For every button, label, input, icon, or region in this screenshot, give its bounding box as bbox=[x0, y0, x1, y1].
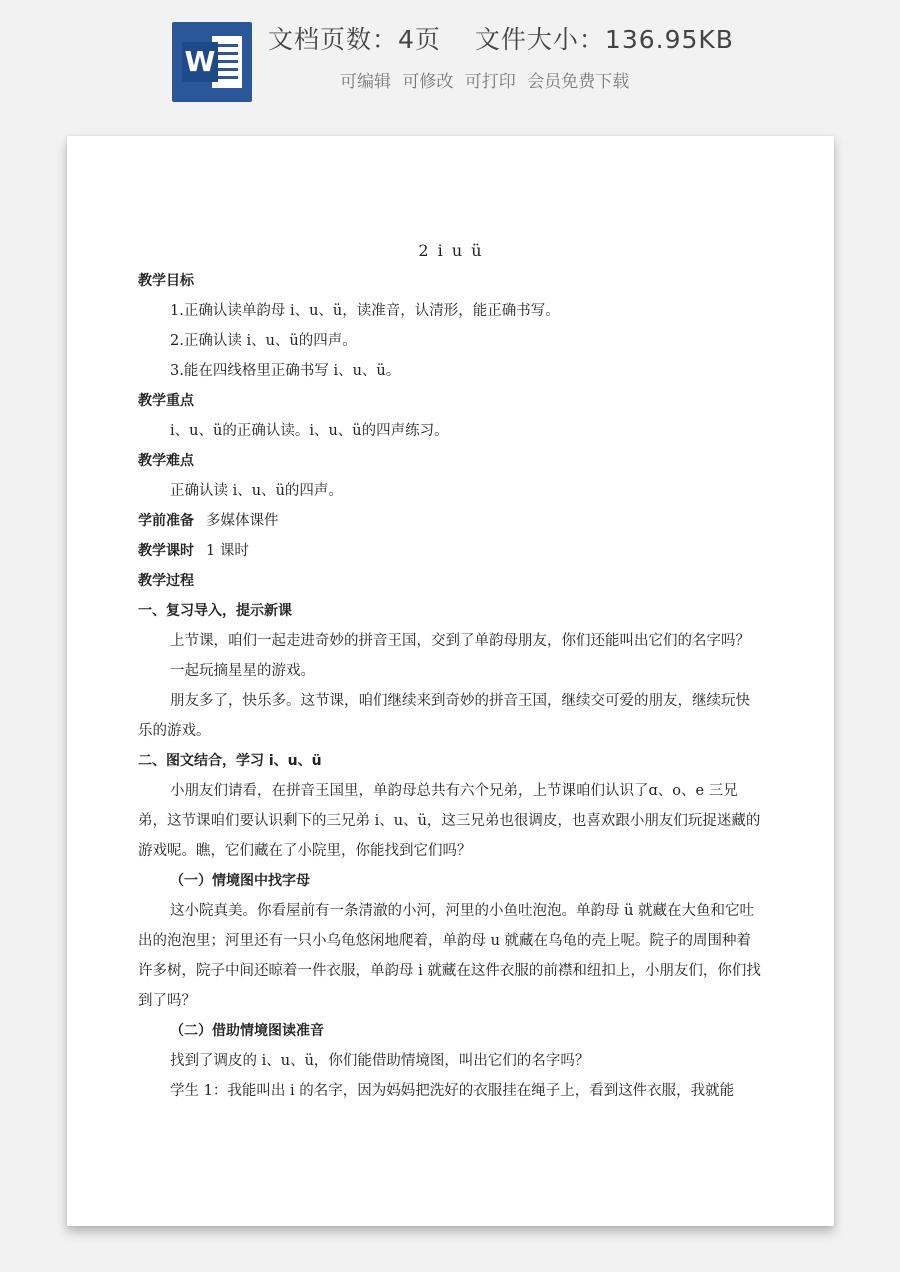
document-content bbox=[138, 236, 764, 1106]
section-2-heading: 二、图文结合，学习 i、u、ü bbox=[138, 753, 322, 769]
section-1-paragraph-2: 一起玩摘星星的游戏。 bbox=[170, 663, 315, 679]
section-1-paragraph-3: 朋友多了，快乐多。这节课，咱们继续来到奇妙的拼音王国，继续交可爱的朋友，继续玩快乐的游戏。 bbox=[138, 693, 750, 739]
goal-item-3: 3.能在四线格里正确书写 i、u、ü。 bbox=[170, 363, 401, 379]
subsection-2-paragraph-1: 找到了调皮的 i、u、ü，你们能借助情境图，叫出它们的名字吗？ bbox=[170, 1053, 590, 1069]
section-2-paragraph-1: 小朋友们请看，在拼音王国里，单韵母总共有六个兄弟，上节课咱们认识了ɑ、o、e 三兄弟，这节课咱们要认识剩下的三兄弟 i、u、ü，这三兄弟也很调皮，也喜欢跟小朋友们玩捉迷藏的游戏呢。瞧，它们藏在了小院里，你能找到它们吗？ bbox=[138, 783, 761, 859]
difficulty-text: 正确认读 i、u、ü的四声。 bbox=[170, 483, 343, 499]
section-1-heading: 一、复习导入，提示新课 bbox=[138, 603, 292, 619]
subsection-2-heading: （二）借助情境图读准音 bbox=[170, 1023, 324, 1039]
file-info bbox=[268, 20, 734, 56]
hours-value: 1 课时 bbox=[206, 543, 249, 559]
word-icon-letter: W bbox=[182, 42, 218, 82]
key-text: i、u、ü的正确认读。i、u、ü的四声练习。 bbox=[170, 423, 449, 439]
file-size: 文件大小：136.95KB bbox=[474, 25, 734, 54]
prep-row bbox=[138, 506, 764, 536]
hours-label: 教学课时 bbox=[138, 543, 194, 559]
page-count: 文档页数：4页 bbox=[268, 25, 441, 54]
subsection-1-paragraph: 这小院真美。你看屋前有一条清澈的小河，河里的小鱼吐泡泡。单韵母 ü 就藏在大鱼和它吐出的泡泡里；河里还有一只小乌龟悠闲地爬着，单韵母 u 就藏在乌龟的壳上呢。院子的周围种着许多树，院子中间还晾着一件衣服，单韵母 i 就藏在这件衣服的前襟和纽扣上，小朋友们，你们找到了吗？ bbox=[138, 903, 761, 1009]
key-heading: 教学重点 bbox=[138, 393, 194, 409]
file-features: 可编辑 可修改 可打印 会员免费下载 bbox=[340, 72, 630, 92]
document-page bbox=[67, 136, 834, 1226]
lesson-title: 2 i u ü bbox=[418, 241, 484, 260]
goal-heading: 教学目标 bbox=[138, 273, 194, 289]
goal-item-2: 2.正确认读 i、u、ü的四声。 bbox=[170, 333, 357, 349]
download-banner bbox=[0, 0, 900, 120]
process-heading: 教学过程 bbox=[138, 573, 194, 589]
section-1-paragraph-1: 上节课，咱们一起走进奇妙的拼音王国，交到了单韵母朋友，你们还能叫出它们的名字吗？ bbox=[170, 633, 750, 649]
subsection-2-paragraph-2: 学生 1：我能叫出 i 的名字，因为妈妈把洗好的衣服挂在绳子上，看到这件衣服，我就能 bbox=[170, 1083, 735, 1099]
word-icon bbox=[172, 22, 252, 102]
subsection-1-heading: （一）情境图中找字母 bbox=[170, 873, 310, 889]
prep-label: 学前准备 bbox=[138, 513, 194, 529]
goal-item-1: 1.正确认读单韵母 i、u、ü，读准音，认清形，能正确书写。 bbox=[170, 303, 560, 319]
prep-value: 多媒体课件 bbox=[206, 513, 279, 529]
difficulty-heading: 教学难点 bbox=[138, 453, 194, 469]
hours-row bbox=[138, 536, 764, 566]
